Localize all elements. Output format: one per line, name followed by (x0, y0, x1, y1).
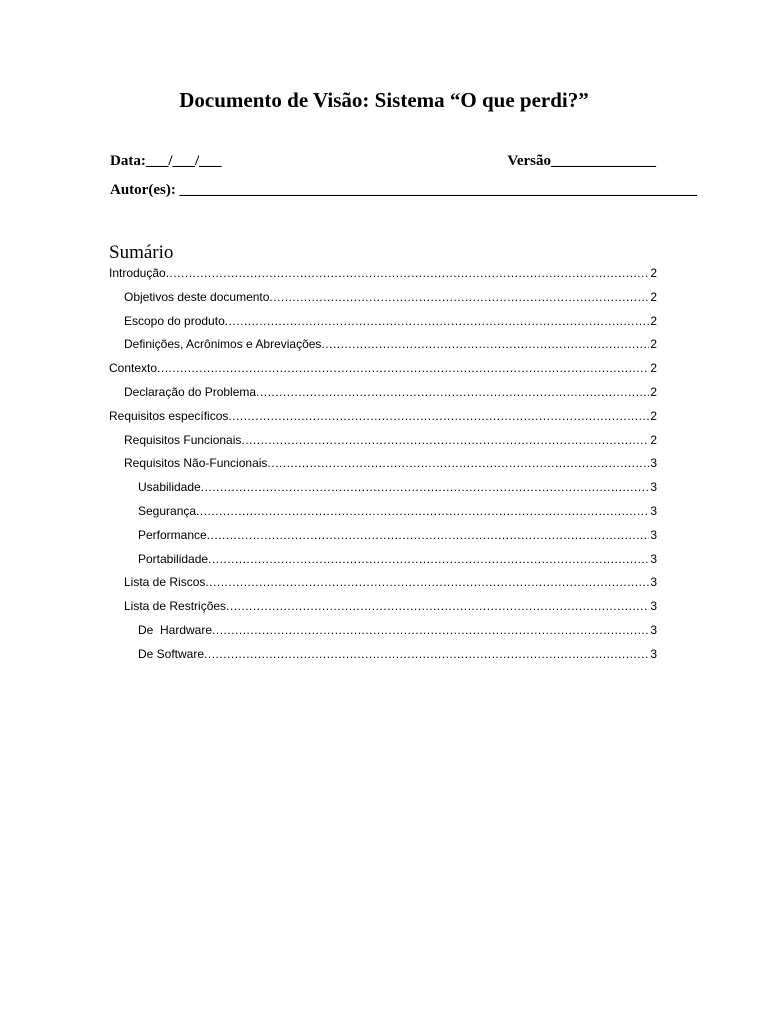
toc-entry[interactable] (109, 264, 657, 288)
toc-dot-leader (321, 335, 649, 353)
toc-entry-label[interactable]: Definições, Acrônimos e Abreviações (124, 337, 322, 352)
toc-dot-leader (267, 454, 649, 472)
toc-dot-leader (269, 288, 649, 306)
toc-entry[interactable] (109, 431, 657, 455)
version-field: Versão______________ (507, 153, 656, 169)
toc-entry[interactable] (109, 288, 657, 312)
toc-page-number: 2 (650, 289, 657, 304)
toc-page-number: 2 (650, 266, 657, 280)
toc-dot-leader (201, 478, 650, 496)
toc-page-number: 3 (650, 480, 657, 495)
toc-entry-label[interactable]: Portabilidade (138, 551, 209, 566)
toc-entry-label[interactable]: De Hardware (138, 622, 213, 637)
toc-dot-leader (204, 645, 649, 663)
toc-entry-label[interactable]: Objetivos deste documento (124, 289, 270, 304)
toc-dot-leader (196, 502, 649, 520)
toc-entry-label[interactable]: Lista de Restrições (124, 599, 227, 614)
toc-heading: Sumário (109, 242, 174, 263)
toc-entry-label[interactable]: Segurança (138, 503, 197, 518)
toc-page-number: 2 (650, 313, 657, 328)
toc-page-number: 2 (650, 432, 657, 447)
toc-page-number: 3 (650, 456, 657, 471)
toc-page-number: 2 (650, 408, 657, 423)
toc-entry-label[interactable]: De Software (138, 646, 205, 661)
toc-entry[interactable] (109, 645, 657, 669)
toc-dot-leader (241, 431, 649, 449)
toc-dot-leader (166, 264, 650, 282)
toc-dot-leader (207, 526, 650, 544)
toc-entry[interactable] (109, 454, 657, 478)
toc-page-number: 3 (650, 503, 657, 518)
toc-entry[interactable] (109, 359, 657, 383)
toc-entry-label[interactable]: Contexto (109, 361, 158, 376)
toc-entry[interactable] (109, 502, 657, 526)
toc-entry-label[interactable]: Requisitos específicos (109, 408, 229, 423)
toc-dot-leader (205, 573, 649, 591)
toc-entry[interactable] (109, 383, 657, 407)
toc-dot-leader (225, 312, 650, 330)
date-version-line (110, 152, 656, 170)
toc-entry[interactable] (109, 526, 657, 550)
toc-entry[interactable] (109, 407, 657, 431)
toc-page-number: 3 (650, 551, 657, 566)
toc-entry[interactable] (109, 573, 657, 597)
toc-entry-label[interactable]: Declaração do Problema (124, 384, 257, 399)
toc-page-number: 3 (650, 646, 657, 661)
toc-page-number: 2 (650, 337, 657, 352)
toc-entry-label[interactable]: Escopo do produto (124, 313, 225, 328)
toc-entry[interactable] (109, 478, 657, 502)
toc-page-number: 3 (650, 575, 657, 590)
toc-entry-label[interactable]: Usabilidade (138, 480, 201, 495)
toc-entry-label[interactable]: Requisitos Não-Funcionais (124, 456, 268, 471)
toc-dot-leader (208, 550, 649, 568)
toc-entry-label[interactable]: Requisitos Funcionais (124, 432, 242, 447)
toc-page-number: 3 (650, 599, 657, 614)
toc-entry-label[interactable]: Introdução (109, 266, 166, 280)
toc-entry-label[interactable]: Performance (138, 527, 207, 542)
toc-page-number: 2 (650, 384, 657, 399)
toc-entry[interactable] (109, 312, 657, 336)
toc-page-number: 3 (650, 527, 657, 542)
toc-entry[interactable] (109, 550, 657, 574)
toc-entry[interactable] (109, 597, 657, 621)
date-field: Data:___/___/___ (110, 153, 222, 169)
toc-dot-leader (226, 597, 649, 615)
author-field: Autor(es): _____________________________________________________________________ (110, 182, 698, 198)
toc-dot-leader (212, 621, 649, 639)
table-of-contents (109, 264, 657, 669)
toc-entry-label[interactable]: Lista de Riscos (124, 575, 206, 590)
document-title: Documento de Visão: Sistema “O que perdi?” (179, 88, 589, 112)
toc-entry[interactable] (109, 621, 657, 645)
toc-dot-leader (157, 359, 649, 377)
toc-page-number: 3 (650, 622, 657, 637)
toc-page-number: 2 (650, 361, 657, 376)
toc-dot-leader (256, 383, 649, 401)
toc-entry[interactable] (109, 335, 657, 359)
toc-dot-leader (228, 407, 649, 425)
